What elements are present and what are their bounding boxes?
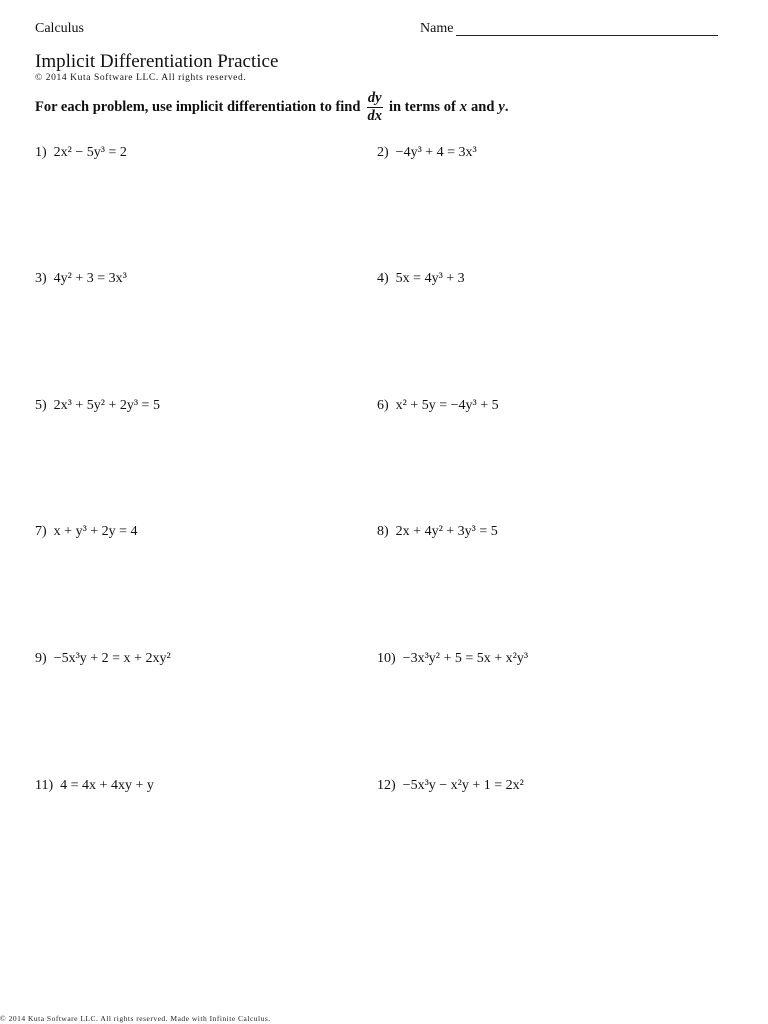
problem-number: 3) xyxy=(35,271,47,286)
problem-number: 8) xyxy=(377,524,389,539)
problem-4 xyxy=(377,271,465,287)
problem-equation: x² + 5y = −4y³ + 5 xyxy=(395,398,499,413)
instructions-prefix: For each problem, use implicit differentiation to find xyxy=(35,99,361,115)
problem-7 xyxy=(35,524,138,540)
problem-12 xyxy=(377,778,524,794)
problem-11 xyxy=(35,778,154,794)
problem-number: 10) xyxy=(377,651,396,666)
name-field-line[interactable] xyxy=(456,35,718,36)
variable-y: y xyxy=(498,99,505,115)
problem-number: 6) xyxy=(377,398,389,413)
instructions-end: . xyxy=(504,99,509,115)
fraction-numerator: dy xyxy=(367,90,382,106)
footer-copyright: © 2014 Kuta Software LLC. All rights reserved. Made with Infinite Calculus. xyxy=(0,1014,271,1023)
variable-x: x xyxy=(459,99,468,115)
problem-equation: 2x³ + 5y² + 2y³ = 5 xyxy=(53,398,160,413)
problem-5 xyxy=(35,398,160,414)
problem-number: 12) xyxy=(377,778,396,793)
problem-equation: 2x² − 5y³ = 2 xyxy=(53,145,127,160)
problem-number: 2) xyxy=(377,145,389,160)
problem-equation: −3x³y² + 5 = 5x + x²y³ xyxy=(402,651,529,666)
problem-3 xyxy=(35,271,127,287)
problem-equation: 4y² + 3 = 3x³ xyxy=(53,271,127,286)
problem-equation: −5x³y + 2 = x + 2xy² xyxy=(53,651,171,666)
problem-equation: 2x + 4y² + 3y³ = 5 xyxy=(395,524,498,539)
problem-equation: 5x = 4y³ + 3 xyxy=(395,271,465,286)
instructions xyxy=(35,91,508,124)
course-label: Calculus xyxy=(35,21,84,36)
problem-number: 11) xyxy=(35,778,54,793)
problem-10 xyxy=(377,651,528,667)
problem-number: 1) xyxy=(35,145,47,160)
problem-8 xyxy=(377,524,498,540)
name-label: Name xyxy=(420,21,454,36)
problem-6 xyxy=(377,398,499,414)
problem-number: 4) xyxy=(377,271,389,286)
worksheet-title: Implicit Differentiation Practice xyxy=(35,51,279,72)
problem-1 xyxy=(35,145,127,161)
instructions-middle: in terms of xyxy=(388,99,456,115)
problem-9 xyxy=(35,651,171,667)
problem-equation: −5x³y − x²y + 1 = 2x² xyxy=(402,778,524,793)
instructions-and: and xyxy=(471,99,495,115)
problem-equation: 4 = 4x + 4xy + y xyxy=(60,778,154,793)
problem-2 xyxy=(377,145,477,161)
copyright-notice: © 2014 Kuta Software LLC. All rights reserved. xyxy=(35,73,247,83)
problem-number: 5) xyxy=(35,398,47,413)
fraction-denominator: dx xyxy=(367,108,382,124)
problem-number: 9) xyxy=(35,651,47,666)
dy-dx-fraction xyxy=(366,91,383,124)
problem-number: 7) xyxy=(35,524,47,539)
problem-equation: −4y³ + 4 = 3x³ xyxy=(395,145,477,160)
problem-equation: x + y³ + 2y = 4 xyxy=(53,524,138,539)
